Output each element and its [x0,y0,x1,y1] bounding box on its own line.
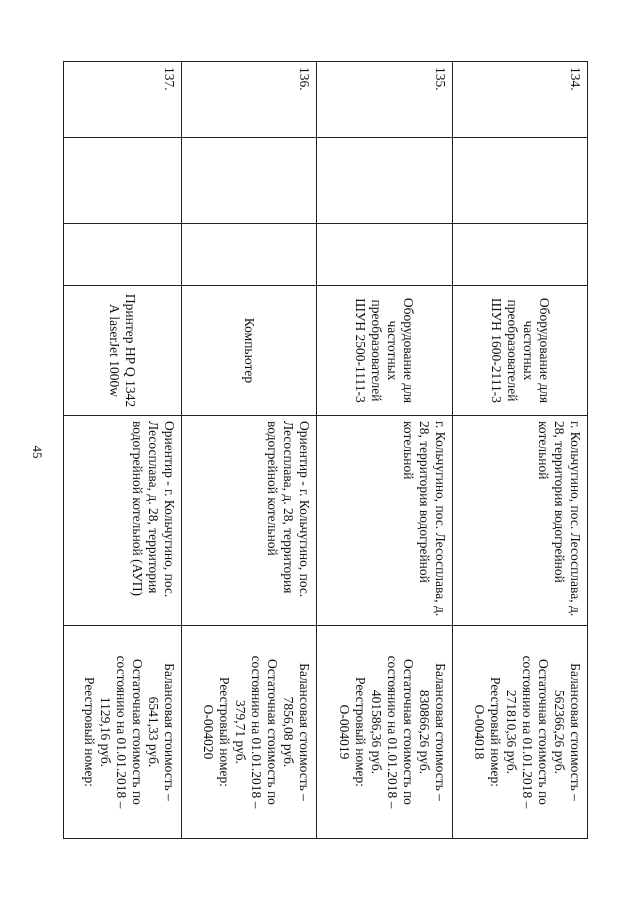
value-info-line: 7856,08 руб. [281,696,297,768]
item-name-cell: Оборудование для частотных преобразователей ШУН 1600-2111-3 [452,286,587,416]
row-number-cell: 134. [452,62,587,138]
value-info-line: О-004020 [201,704,217,760]
value-info-line: 271810,36 руб. [504,689,519,775]
value-info-line: О-004018 [472,704,487,760]
value-info-cell [181,626,316,839]
address-cell: Ориентир - г. Кольчугино, пос. Лесосплава, д. 28, территория водогрейной котельной [181,416,316,626]
empty-cell [181,138,316,224]
value-info-cell [64,626,182,839]
row-number-cell: 135. [317,62,452,138]
value-info-line: Балансовая стоимость – [432,663,448,801]
table-row [317,62,452,839]
value-info-line: 830866,26 руб. [416,689,432,775]
value-info-line: Остаточная стоимость по [265,659,281,805]
table-row [452,62,587,839]
value-info-line: Остаточная стоимость по [129,659,145,805]
table-row [64,62,182,839]
value-info-line: 6541,33 руб. [145,696,161,768]
value-info-line: Реестровый номер: [81,676,97,787]
value-info-line: состоянию на 01.01.2018 – [520,655,535,809]
value-info-line: Балансовая стоимость – [568,663,583,801]
value-info-line: О-004019 [336,704,352,760]
item-name-cell: Оборудование для частотных преобразователей ШУН 2500-1111-3 [317,286,452,416]
empty-cell [64,224,182,286]
empty-cell [64,138,182,224]
address-cell: г. Кольчугино, пос. Лесосплава, д. 28, территория водогрейной котельной [452,416,587,626]
address-cell: Ориентир - г. Кольчугино, пос. Лесосплава, д. 28, территория водогрейной котельной (АУП) [64,416,182,626]
value-info-line: Реестровый номер: [488,676,503,787]
value-info-line: 1129,16 руб. [97,696,113,768]
property-table [63,61,588,838]
address-cell: г. Кольчугино, пос. Лесосплава, д. 28, территория водогрейной котельной [317,416,452,626]
value-info-line: Реестровый номер: [217,676,233,787]
value-info-line: Остаточная стоимость по [536,659,551,805]
value-info-line: Остаточная стоимость по [400,659,416,805]
table-row [181,62,316,839]
empty-cell [317,224,452,286]
value-info-line: Балансовая стоимость – [297,663,313,801]
value-info-line: состоянию на 01.01.2018 – [113,655,129,809]
value-info-cell [317,626,452,839]
item-name-cell: Принтер HP Q 1342 A laserJet 1000w [64,286,182,416]
row-number-cell: 136. [181,62,316,138]
empty-cell [452,138,587,224]
item-name-cell: Компьютер [181,286,316,416]
value-info-line: Реестровый номер: [352,676,368,787]
row-number-cell: 137. [64,62,182,138]
value-info-line: состоянию на 01.01.2018 – [249,655,265,809]
value-info-line: 401586,36 руб. [368,689,384,775]
value-info-line: 562366,26 руб. [552,689,567,775]
empty-cell [452,224,587,286]
value-info-line: Балансовая стоимость – [161,663,177,801]
value-info-cell [452,626,587,839]
empty-cell [317,138,452,224]
page-number: 45 [30,445,45,459]
empty-cell [181,224,316,286]
value-info-line: состоянию на 01.01.2018 – [384,655,400,809]
value-info-line: 379,71 руб. [233,700,249,764]
